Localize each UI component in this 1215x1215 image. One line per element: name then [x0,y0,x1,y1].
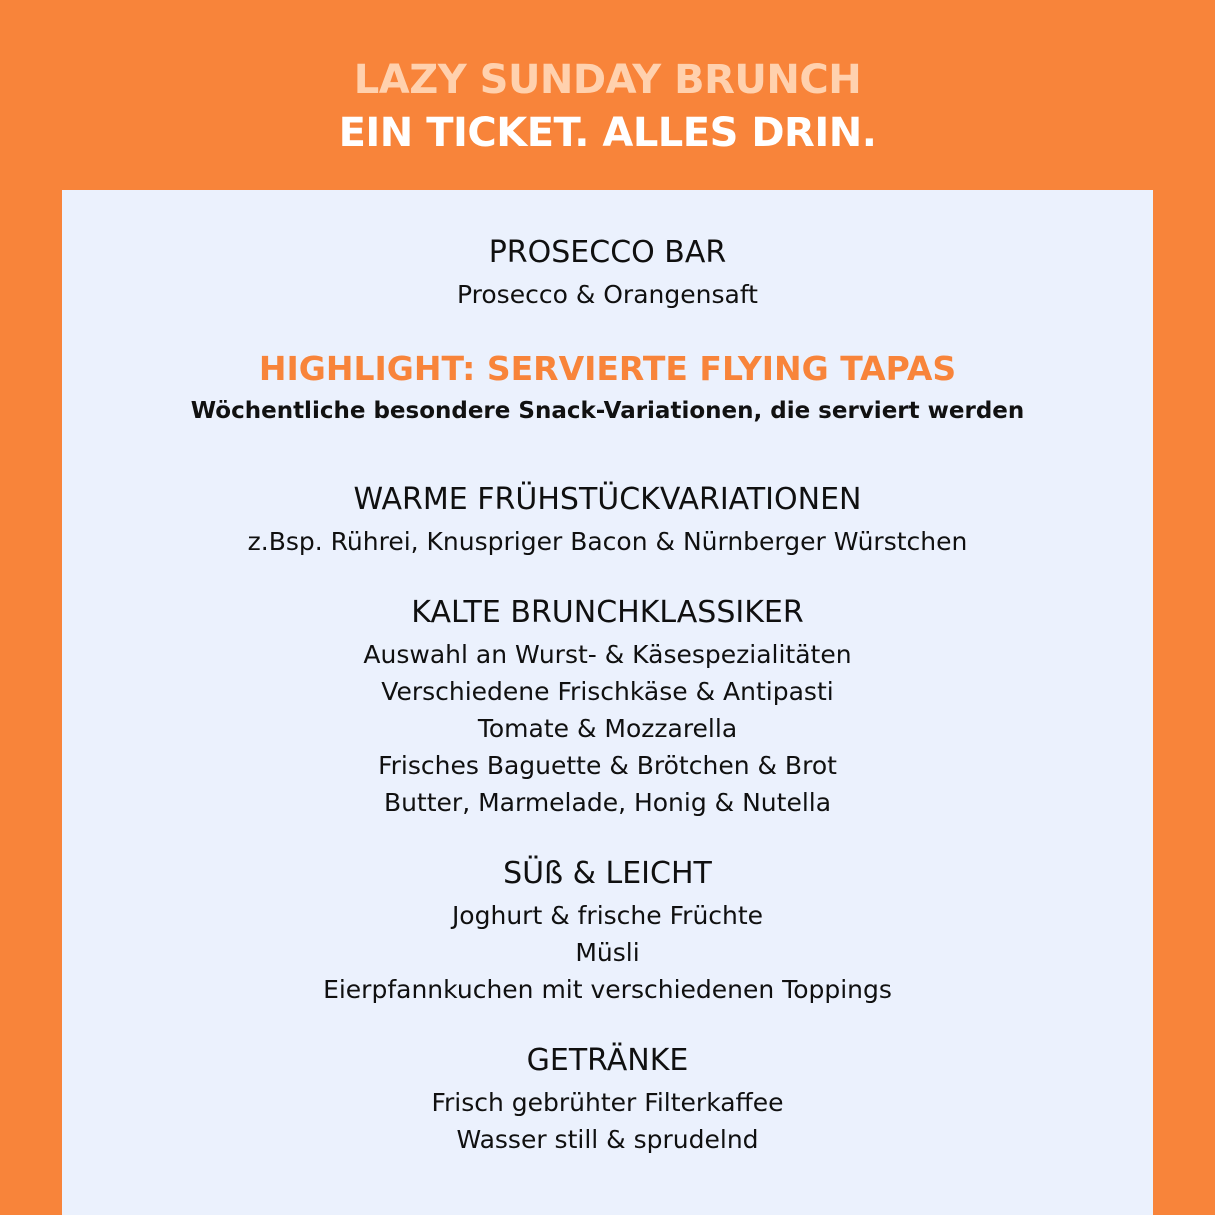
page-title: LAZY SUNDAY BRUNCH [353,57,862,103]
menu-item: Verschiedene Frischkäse & Antipasti [381,677,834,706]
menu-item: Frisch gebrühter Filterkaffee [431,1088,784,1117]
menu-item: Tomate & Mozzarella [477,714,738,743]
section-title-prosecco: PROSECCO BAR [488,235,727,270]
menu-item: Prosecco & Orangensaft [457,280,758,309]
menu-item: Eierpfannkuchen mit verschiedenen Toppings [323,975,892,1004]
header [0,0,1215,190]
page-subtitle: EIN TICKET. ALLES DRIN. [338,110,877,156]
menu-item: Müsli [575,938,640,967]
section-title-drinks: GETRÄNKE [526,1043,689,1078]
menu-item: Frisches Baguette & Brötchen & Brot [378,751,837,780]
highlight-description: Wöchentliche besondere Snack-Variationen, die serviert werden [190,398,1025,424]
section-title-cold: KALTE BRUNCHKLASSIKER [411,595,804,630]
menu-item: Butter, Marmelade, Honig & Nutella [383,788,832,817]
section-title-sweet: SÜß & LEICHT [503,856,712,891]
menu-panel [62,190,1153,1215]
menu-item: Wasser still & sprudelnd [456,1125,759,1154]
section-title-warm: WARME FRÜHSTÜCKVARIATIONEN [353,482,862,517]
menu-item: Auswahl an Wurst- & Käsespezialitäten [363,640,852,669]
highlight-title: HIGHLIGHT: SERVIERTE FLYING TAPAS [258,349,957,388]
menu-item: z.Bsp. Rührei, Knuspriger Bacon & Nürnberger Würstchen [247,527,968,556]
menu-item: Joghurt & frische Früchte [451,901,764,930]
